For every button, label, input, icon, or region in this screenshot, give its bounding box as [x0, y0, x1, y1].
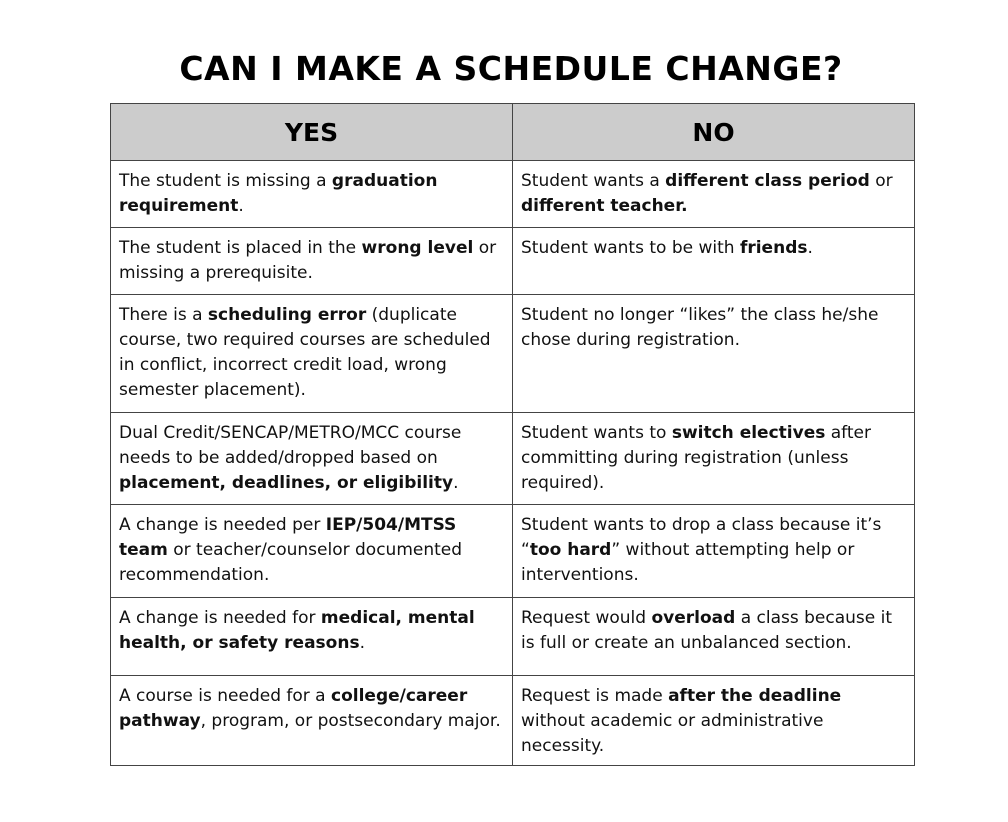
cell-text: (duplicate course, two required courses are scheduled in conflict, incorrect credit load, wrong semester placement).	[119, 305, 491, 400]
cell-text: Student wants to	[521, 423, 672, 443]
bold-text: college/career pathway	[119, 686, 468, 731]
cell-text: Student wants to drop a class because it’s “	[521, 515, 882, 560]
no-cell	[513, 161, 915, 228]
cell-text: .	[359, 633, 365, 653]
no-cell	[513, 505, 915, 598]
yes-cell	[111, 505, 513, 598]
schedule-change-table	[110, 103, 915, 766]
bold-text: placement, deadlines, or eligibility	[119, 473, 454, 493]
bold-text: different teacher.	[521, 196, 688, 216]
cell-text: a class because it is full or create an unbalanced section.	[521, 608, 893, 653]
page-title: CAN I MAKE A SCHEDULE CHANGE?	[179, 49, 843, 88]
header-row	[111, 104, 915, 161]
bold-text: friends	[739, 238, 808, 258]
cell-text: Student wants a	[521, 171, 666, 191]
cell-text: The student is missing a	[119, 171, 332, 191]
cell-text: A course is needed for a	[119, 686, 331, 706]
bold-text: overload	[651, 608, 736, 628]
cell-text: or missing a prerequisite.	[119, 238, 497, 283]
cell-text: Dual Credit/SENCAP/METRO/MCC course needs to be added/dropped based on	[119, 423, 462, 468]
cell-text: or teacher/counselor documented recommendation.	[119, 540, 463, 585]
yes-cell	[111, 598, 513, 676]
yes-cell	[111, 161, 513, 228]
cell-text: .	[453, 473, 459, 493]
bold-text: medical, mental health, or safety reasons	[119, 608, 475, 653]
cell-text: ” without attempting help or interventions.	[521, 540, 855, 585]
table-row	[111, 161, 915, 228]
yes-cell	[111, 295, 513, 413]
bold-text: different class period	[665, 171, 870, 191]
table-row	[111, 505, 915, 598]
table-row	[111, 228, 915, 295]
table-row	[111, 413, 915, 505]
cell-text: Student wants to be with	[521, 238, 740, 258]
no-cell	[513, 676, 915, 766]
bold-text: IEP/504/MTSS team	[119, 515, 457, 560]
cell-text: Request is made	[521, 686, 669, 706]
no-column-header: NO	[513, 104, 915, 161]
table-row	[111, 676, 915, 766]
cell-text: or	[869, 171, 893, 191]
cell-text: A change is needed per	[119, 515, 326, 535]
bold-text: switch electives	[671, 423, 826, 443]
table-header	[111, 104, 915, 161]
cell-text: The student is placed in the	[119, 238, 362, 258]
no-cell	[513, 295, 915, 413]
cell-text: A change is needed for	[119, 608, 321, 628]
no-cell	[513, 228, 915, 295]
cell-text: There is a	[119, 305, 208, 325]
cell-text: .	[238, 196, 244, 216]
table-body	[111, 161, 915, 766]
yes-cell	[111, 676, 513, 766]
table-row	[111, 598, 915, 676]
yes-column-header: YES	[111, 104, 513, 161]
bold-text: wrong level	[361, 238, 474, 258]
cell-text: after committing during registration (unless required).	[521, 423, 871, 493]
table-row	[111, 295, 915, 413]
no-cell	[513, 598, 915, 676]
yes-cell	[111, 413, 513, 505]
bold-text: after the deadline	[668, 686, 842, 706]
bold-text: graduation requirement	[119, 171, 438, 216]
cell-text: Student no longer “likes” the class he/she chose during registration.	[521, 305, 879, 350]
bold-text: scheduling error	[207, 305, 367, 325]
yes-cell	[111, 228, 513, 295]
bold-text: too hard	[529, 540, 612, 560]
no-cell	[513, 413, 915, 505]
cell-text: without academic or administrative necessity.	[521, 711, 824, 756]
cell-text: , program, or postsecondary major.	[200, 711, 501, 731]
cell-text: .	[807, 238, 813, 258]
cell-text: Request would	[521, 608, 652, 628]
